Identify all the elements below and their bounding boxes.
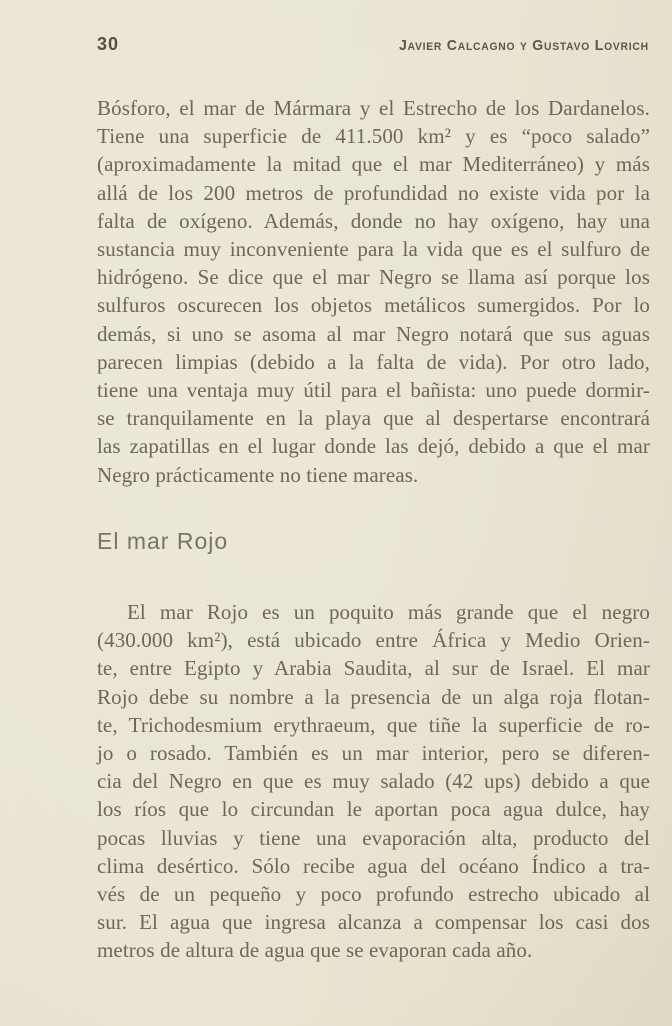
page-number: 30 (97, 34, 120, 54)
text-line: pocas lluvias y tiene una evaporación alta, producto del (97, 825, 650, 850)
section-heading-el-mar-rojo: El mar Rojo (97, 528, 229, 554)
text-line: Negro prácticamente no tiene mareas. (97, 462, 419, 487)
text-line: sustancia muy inconveniente para la vida que es el sulfuro de (97, 237, 650, 262)
text-line: El mar Rojo es un poquito más grande que el negro (127, 600, 650, 624)
text-line: Rojo debe su nombre a la presencia de un alga roja flotan- (97, 684, 650, 709)
text-line: te, Trichodesmium erythraeum, que tiñe la superficie de ro- (97, 712, 650, 737)
text-line: jo o rosado. También es un mar interior, pero se diferen- (97, 741, 650, 766)
text-line: Bósforo, el mar de Mármara y el Estrecho de los Dardanelos. (97, 96, 650, 120)
text-line: parecen limpias (debido a la falta de vida). Por otro lado, (97, 349, 650, 374)
running-header-authors: Javier Calcagno y Gustavo Lovrich (399, 37, 649, 54)
text-line: allá de los 200 metros de profundidad no existe vida por la (97, 180, 650, 205)
text-line: cia del Negro en que es muy salado (42 ups) debido a que (97, 769, 650, 794)
text-line: Tiene una superficie de 411.500 km² y es “poco salado” (97, 124, 650, 149)
text-line: (430.000 km²), está ubicado entre África y Medio Orien- (97, 628, 650, 653)
paragraph-black-sea (97, 94, 650, 489)
text-line: se tranquilamente en la playa que al despertarse encontrará (97, 406, 650, 431)
text-line: falta de oxígeno. Además, donde no hay oxígeno, hay una (97, 208, 650, 233)
text-line: te, entre Egipto y Arabia Saudita, al sur de Israel. El mar (97, 656, 650, 681)
text-line: sur. El agua que ingresa alcanza a compensar los casi dos (97, 910, 650, 935)
page-header (97, 34, 649, 55)
text-line: demás, si uno se asoma al mar Negro notará que sus aguas (97, 321, 650, 346)
text-line: los ríos que lo circundan le aportan poca agua dulce, hay (97, 797, 650, 822)
text-line: tiene una ventaja muy útil para el bañista: uno puede dormir- (97, 378, 650, 403)
text-line: (aproximadamente la mitad que el mar Mediterráneo) y más (97, 152, 650, 177)
text-line: metros de altura de agua que se evaporan cada año. (97, 938, 533, 963)
text-line: vés de un pequeño y poco profundo estrecho ubicado al (97, 882, 650, 907)
text-line: clima desértico. Sólo recibe agua del océano Índico a tra- (97, 853, 650, 878)
text-line: las zapatillas en el lugar donde las dejó, debido a que el mar (97, 434, 650, 459)
paragraph-red-sea (97, 598, 650, 965)
text-line: sulfuros oscurecen los objetos metálicos sumergidos. Por lo (97, 293, 650, 318)
text-line: hidrógeno. Se dice que el mar Negro se llama así porque los (97, 265, 650, 290)
